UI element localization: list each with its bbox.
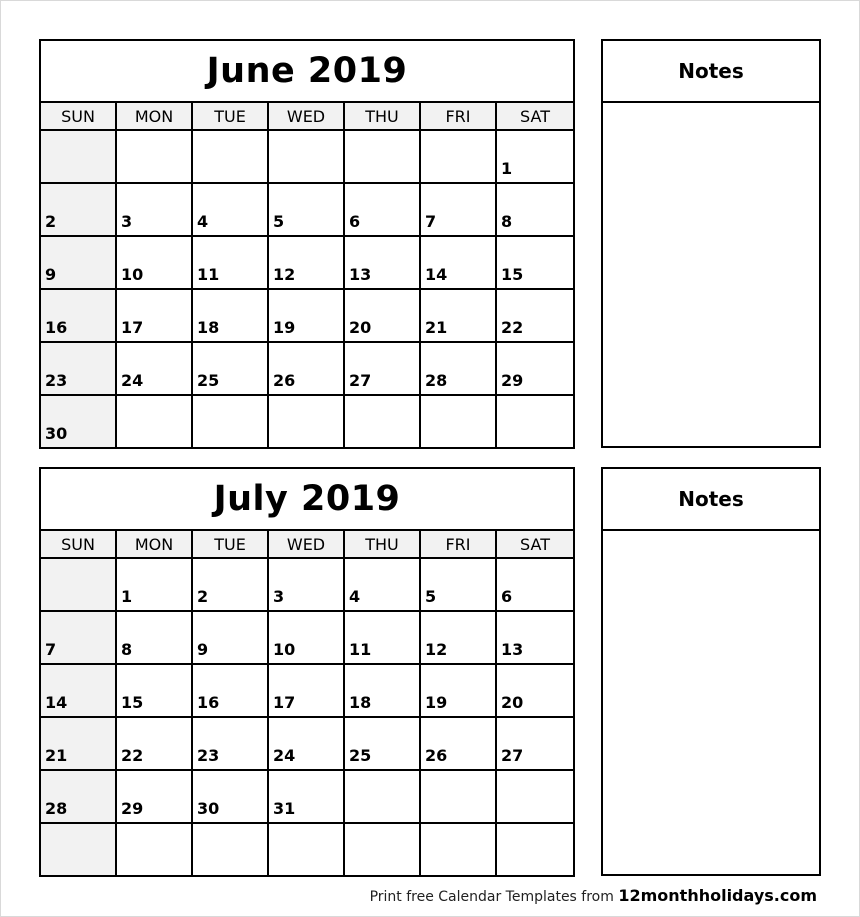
day-cell xyxy=(345,237,421,290)
day-cell xyxy=(193,665,269,718)
day-number: 16 xyxy=(45,318,68,337)
weekday-mon: MON xyxy=(117,103,193,129)
day-number: 13 xyxy=(349,265,372,284)
day-cell xyxy=(41,559,117,612)
calendar-june xyxy=(39,39,575,449)
day-number: 22 xyxy=(501,318,524,337)
day-cell xyxy=(193,184,269,237)
day-cell xyxy=(345,612,421,665)
weekday-tue: TUE xyxy=(193,103,269,129)
day-number: 23 xyxy=(197,746,220,765)
day-number: 13 xyxy=(501,640,524,659)
day-cell xyxy=(41,665,117,718)
weekday-sun: SUN xyxy=(41,103,117,129)
day-cell xyxy=(269,184,345,237)
day-cell xyxy=(269,131,345,184)
day-number: 8 xyxy=(121,640,133,659)
day-cell xyxy=(41,718,117,771)
day-cell xyxy=(117,771,193,824)
footer-site-link[interactable]: 12monthholidays.com xyxy=(618,886,817,905)
day-number: 24 xyxy=(121,371,144,390)
weekday-mon: MON xyxy=(117,531,193,557)
day-number: 17 xyxy=(273,693,296,712)
day-number: 8 xyxy=(501,212,513,231)
day-cell xyxy=(497,559,573,612)
weekday-wed: WED xyxy=(269,531,345,557)
day-cell xyxy=(421,290,497,343)
day-cell xyxy=(345,290,421,343)
weekday-sun: SUN xyxy=(41,531,117,557)
day-cell xyxy=(269,343,345,396)
day-cell xyxy=(421,396,497,447)
day-number: 2 xyxy=(197,587,209,606)
day-cell xyxy=(345,184,421,237)
day-cell xyxy=(421,665,497,718)
day-cell xyxy=(269,824,345,875)
day-number: 17 xyxy=(121,318,144,337)
weekday-thu: THU xyxy=(345,103,421,129)
day-cell xyxy=(421,559,497,612)
day-cell xyxy=(421,612,497,665)
day-cell xyxy=(193,131,269,184)
day-number: 29 xyxy=(121,799,144,818)
day-number: 7 xyxy=(425,212,437,231)
day-number: 3 xyxy=(121,212,133,231)
day-number: 20 xyxy=(501,693,524,712)
day-cell xyxy=(497,824,573,875)
day-number: 3 xyxy=(273,587,285,606)
day-cell xyxy=(269,290,345,343)
day-cell xyxy=(117,612,193,665)
day-cell xyxy=(41,343,117,396)
day-number: 11 xyxy=(349,640,372,659)
day-number: 6 xyxy=(349,212,361,231)
day-cell xyxy=(497,131,573,184)
day-cell xyxy=(345,396,421,447)
day-number: 9 xyxy=(197,640,209,659)
day-number: 14 xyxy=(425,265,448,284)
day-number: 21 xyxy=(425,318,448,337)
day-cell xyxy=(345,559,421,612)
day-number: 18 xyxy=(349,693,372,712)
day-cell xyxy=(41,290,117,343)
weekday-header xyxy=(41,103,573,131)
day-number: 18 xyxy=(197,318,220,337)
day-number: 14 xyxy=(45,693,68,712)
weekday-sat: SAT xyxy=(520,534,550,554)
notes-box-july xyxy=(601,467,821,876)
day-number: 24 xyxy=(273,746,296,765)
day-cell xyxy=(269,237,345,290)
day-cell xyxy=(193,396,269,447)
day-cell xyxy=(497,237,573,290)
day-cell xyxy=(117,665,193,718)
day-number: 2 xyxy=(45,212,57,231)
day-cell xyxy=(117,184,193,237)
day-cell xyxy=(193,559,269,612)
day-number: 4 xyxy=(197,212,209,231)
day-number: 12 xyxy=(273,265,296,284)
day-number: 27 xyxy=(349,371,372,390)
day-cell xyxy=(41,396,117,447)
day-cell xyxy=(345,824,421,875)
day-cell xyxy=(41,184,117,237)
day-cell xyxy=(41,131,117,184)
day-number: 15 xyxy=(501,265,524,284)
day-cell xyxy=(421,131,497,184)
day-number: 31 xyxy=(273,799,296,818)
day-cell xyxy=(269,718,345,771)
day-cell xyxy=(421,824,497,875)
day-cell xyxy=(345,665,421,718)
day-number: 25 xyxy=(197,371,220,390)
day-cell xyxy=(117,343,193,396)
weekday-fri: FRI xyxy=(421,531,497,557)
day-cell xyxy=(345,131,421,184)
day-cell xyxy=(41,612,117,665)
weekday-tue: TUE xyxy=(193,531,269,557)
day-number: 1 xyxy=(121,587,133,606)
notes-box-june xyxy=(601,39,821,448)
day-cell xyxy=(41,771,117,824)
day-number: 22 xyxy=(121,746,144,765)
day-cell xyxy=(269,396,345,447)
day-cell xyxy=(117,237,193,290)
day-number: 27 xyxy=(501,746,524,765)
day-number: 20 xyxy=(349,318,372,337)
day-number: 1 xyxy=(501,159,513,178)
day-cell xyxy=(269,771,345,824)
notes-heading: Notes xyxy=(603,41,819,103)
day-cell xyxy=(117,396,193,447)
day-number: 15 xyxy=(121,693,144,712)
weekday-wed: WED xyxy=(269,103,345,129)
day-cell xyxy=(269,559,345,612)
day-cell xyxy=(117,131,193,184)
day-number: 6 xyxy=(501,587,513,606)
weekday-thu: THU xyxy=(345,531,421,557)
day-cell xyxy=(269,665,345,718)
day-cell xyxy=(117,290,193,343)
day-cell xyxy=(497,184,573,237)
date-grid xyxy=(41,131,573,447)
day-cell xyxy=(193,824,269,875)
day-number: 10 xyxy=(273,640,296,659)
day-number: 16 xyxy=(197,693,220,712)
notes-heading: Notes xyxy=(603,469,819,531)
day-number: 25 xyxy=(349,746,372,765)
day-cell xyxy=(497,396,573,447)
footer-credit xyxy=(370,886,817,905)
calendar-title: June 2019 xyxy=(41,41,573,103)
day-cell xyxy=(345,343,421,396)
date-grid xyxy=(41,559,573,875)
weekday-fri: FRI xyxy=(421,103,497,129)
day-cell xyxy=(497,343,573,396)
day-cell xyxy=(41,824,117,875)
day-cell xyxy=(193,237,269,290)
day-cell xyxy=(345,771,421,824)
day-cell xyxy=(345,718,421,771)
calendar-july xyxy=(39,467,575,877)
day-cell xyxy=(193,343,269,396)
weekday-sat: SAT xyxy=(520,106,550,126)
day-cell xyxy=(193,612,269,665)
weekday-header xyxy=(41,531,573,559)
day-number: 26 xyxy=(273,371,296,390)
day-number: 29 xyxy=(501,371,524,390)
day-number: 11 xyxy=(197,265,220,284)
day-number: 30 xyxy=(45,424,68,443)
day-number: 30 xyxy=(197,799,220,818)
day-number: 28 xyxy=(45,799,68,818)
day-cell xyxy=(497,290,573,343)
day-cell xyxy=(193,771,269,824)
day-number: 5 xyxy=(425,587,437,606)
day-cell xyxy=(497,665,573,718)
day-cell xyxy=(497,718,573,771)
day-cell xyxy=(117,559,193,612)
day-number: 7 xyxy=(45,640,57,659)
day-number: 23 xyxy=(45,371,68,390)
day-cell xyxy=(41,237,117,290)
day-cell xyxy=(497,612,573,665)
day-number: 5 xyxy=(273,212,285,231)
day-cell xyxy=(117,718,193,771)
day-cell xyxy=(269,612,345,665)
day-cell xyxy=(421,718,497,771)
day-number: 4 xyxy=(349,587,361,606)
calendar-title: July 2019 xyxy=(41,469,573,531)
day-cell xyxy=(497,771,573,824)
day-cell xyxy=(193,290,269,343)
day-number: 19 xyxy=(273,318,296,337)
day-cell xyxy=(421,771,497,824)
day-number: 28 xyxy=(425,371,448,390)
day-number: 21 xyxy=(45,746,68,765)
day-cell xyxy=(193,718,269,771)
day-cell xyxy=(117,824,193,875)
day-number: 9 xyxy=(45,265,57,284)
day-number: 26 xyxy=(425,746,448,765)
day-number: 12 xyxy=(425,640,448,659)
day-cell xyxy=(421,184,497,237)
footer-text: Print free Calendar Templates from xyxy=(369,889,614,905)
day-number: 10 xyxy=(121,265,144,284)
day-number: 19 xyxy=(425,693,448,712)
day-cell xyxy=(421,343,497,396)
day-cell xyxy=(421,237,497,290)
